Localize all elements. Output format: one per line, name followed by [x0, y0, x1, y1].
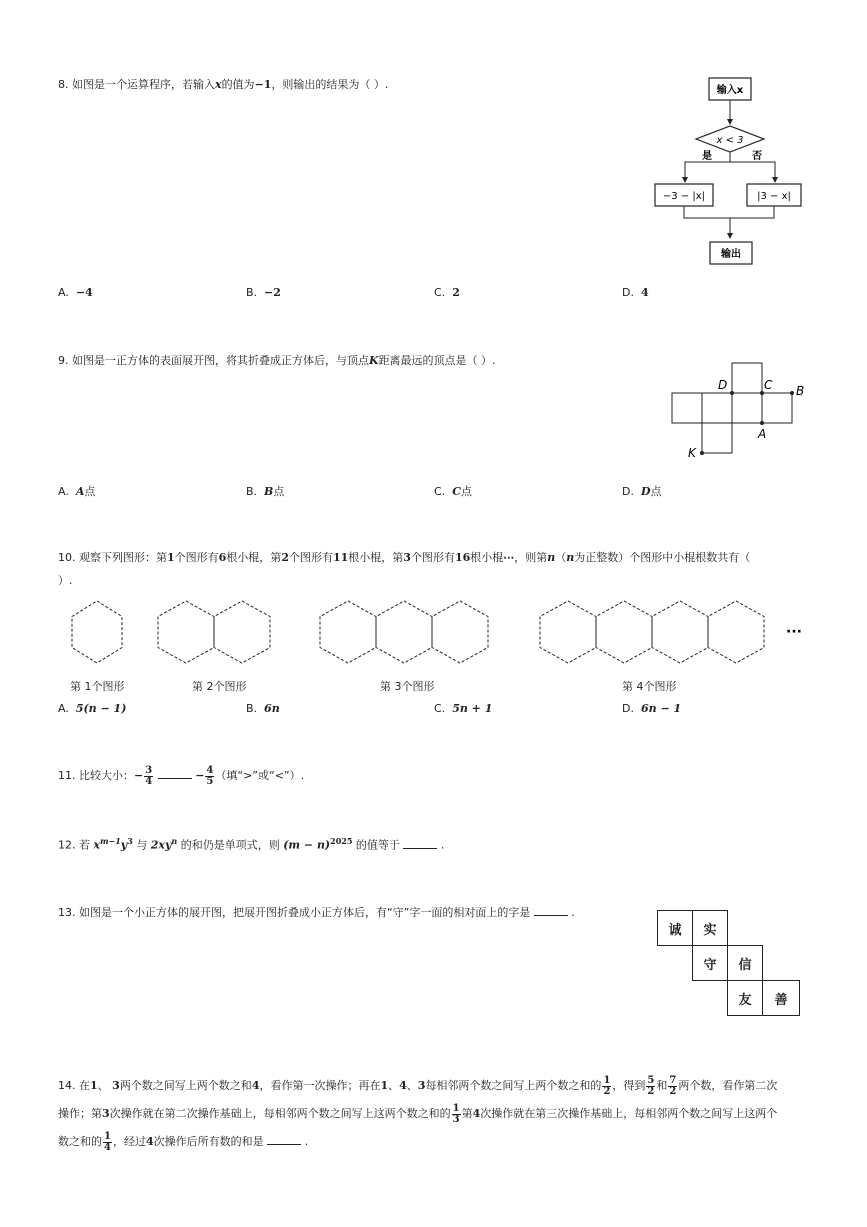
- net-cell-shou: [692, 945, 728, 981]
- net-square: [732, 393, 762, 423]
- frac-den: 2: [603, 1085, 611, 1097]
- q10-text: 为正整数）个图形中小棍根数共有（: [574, 551, 751, 564]
- q14-num: 3: [112, 1079, 120, 1092]
- hexagon-stick-shape: [214, 601, 270, 663]
- q14-num: 4: [472, 1107, 481, 1120]
- hexagon-stick-shape: [652, 601, 708, 663]
- net-cell-text: 守: [703, 957, 717, 973]
- q13-text: 13. 如图是一个小正方体的展开图，把展开图折叠成小正方体后，有“守”字一面的相对面上的字是: [58, 906, 531, 919]
- q10-ellipsis: ···: [786, 624, 802, 640]
- q11-text: 11. 比较大小：: [58, 769, 134, 782]
- frac-num: 5: [647, 1074, 655, 1086]
- q14-line3: [58, 1130, 308, 1154]
- net-cell-cheng: [657, 910, 693, 946]
- option-var: B: [264, 485, 274, 498]
- flow-output-label: 输出: [721, 249, 741, 260]
- option-value: 6n: [264, 702, 280, 715]
- q9-option-b[interactable]: [246, 483, 284, 499]
- frac-num: 1: [104, 1130, 111, 1142]
- q13-text: .: [571, 906, 575, 919]
- q10-num: 11: [332, 551, 349, 564]
- q14-num: 4: [399, 1079, 407, 1092]
- q10-var-n: n: [547, 551, 556, 564]
- q12-term: x: [93, 838, 101, 852]
- frac-den: 2: [669, 1085, 677, 1097]
- frac-sign: −: [195, 769, 205, 782]
- q14-text: 操作；第: [58, 1107, 102, 1120]
- net-square: [732, 363, 762, 393]
- q14-num: 4: [251, 1079, 260, 1092]
- q14-text: ，看作第一次操作；再在: [259, 1079, 381, 1092]
- option-value: 5n + 1: [452, 702, 493, 715]
- q10-num: 2: [281, 551, 289, 564]
- q14-text: 、: [97, 1079, 109, 1092]
- q9-var-k: K: [369, 354, 379, 367]
- vertex-b-dot: [790, 391, 794, 395]
- answer-blank[interactable]: [158, 769, 192, 779]
- q14-text: 次操作后所有数的和是: [153, 1135, 264, 1148]
- q9-stem: [58, 352, 496, 368]
- q12-text: 的和仍是单项式，则: [180, 838, 280, 852]
- flow-condition: x < 3: [716, 135, 744, 146]
- q10-stem-line2: [58, 572, 73, 588]
- q8-stem-text: 8. 如图是一个运算程序，若输入: [58, 78, 215, 91]
- q12-exponent: 3: [127, 836, 133, 846]
- flow-right-expr: |3 − x|: [757, 191, 791, 202]
- option-letter: C.: [434, 702, 446, 715]
- caption-text: 第 3个图形: [380, 680, 435, 693]
- option-letter: B.: [246, 286, 258, 299]
- q14-text: 、: [406, 1079, 418, 1092]
- fraction-1-3: [452, 1104, 461, 1125]
- answer-blank[interactable]: [403, 839, 437, 849]
- vertex-d-label: D: [718, 378, 728, 392]
- frac-den: 4: [145, 775, 153, 787]
- hexagon-stick-shape: [320, 601, 376, 663]
- net-square: [672, 393, 702, 423]
- q14-text: 第: [461, 1107, 473, 1120]
- net-square: [702, 393, 732, 423]
- option-letter: B.: [246, 485, 258, 498]
- q10-caption-2: [192, 678, 247, 694]
- net-cell-shan: [762, 980, 800, 1016]
- hexagon-stick-shape: [540, 601, 596, 663]
- q12-stem: [58, 836, 444, 853]
- q9-option-a[interactable]: [58, 483, 95, 499]
- q14-num: 3: [417, 1079, 426, 1092]
- option-letter: D.: [622, 286, 634, 299]
- q9-cube-net: [668, 360, 818, 464]
- q10-caption-4: [622, 678, 677, 694]
- q9-option-c[interactable]: [434, 483, 472, 499]
- fraction-3-4: [144, 766, 153, 787]
- q8-option-b[interactable]: [246, 286, 281, 299]
- q8-flowchart: [645, 74, 815, 270]
- option-value: 6n − 1: [640, 702, 682, 715]
- q14-num: 1: [90, 1079, 98, 1092]
- q14-text: .: [304, 1135, 309, 1148]
- q10-num: 16: [454, 551, 471, 564]
- q14-text: 次操作就在第三次操作基础上，每相邻两个数之间写上这两个: [480, 1107, 778, 1120]
- q12-exponent: m−1: [100, 836, 121, 846]
- option-value: −4: [75, 286, 93, 299]
- q10-option-b[interactable]: [246, 702, 280, 715]
- q10-text: 个图形有: [288, 551, 333, 564]
- hexagon-stick-shape: [158, 601, 214, 663]
- caption-text: 第 2个图形: [192, 680, 247, 693]
- q10-dots: ⋯: [503, 551, 515, 564]
- net-square: [762, 393, 792, 423]
- frac-den: 4: [104, 1141, 111, 1153]
- option-value: 4: [640, 286, 649, 299]
- q14-text: ，得到: [612, 1079, 646, 1092]
- q8-option-d[interactable]: [622, 286, 649, 299]
- frac-num: 1: [452, 1102, 460, 1114]
- option-letter: C.: [434, 485, 446, 498]
- q14-text: 14. 在: [58, 1079, 90, 1092]
- option-letter: D.: [622, 485, 634, 498]
- net-cell-xin: [727, 945, 763, 981]
- q12-exponent: 2025: [330, 836, 353, 846]
- q14-num: 3: [102, 1107, 110, 1120]
- q10-num: 1: [167, 551, 175, 564]
- frac-num: 3: [145, 764, 153, 776]
- net-cell-you: [727, 980, 763, 1016]
- frac-den: 2: [647, 1085, 655, 1097]
- hexagon-stick-shape: [432, 601, 488, 663]
- net-cell-text: 善: [774, 992, 788, 1008]
- q14-text: 两个数，看作第二次: [678, 1079, 778, 1092]
- q10-option-c[interactable]: [434, 702, 492, 715]
- fraction-1-4: [103, 1132, 112, 1153]
- answer-blank[interactable]: [534, 906, 568, 916]
- option-letter: B.: [246, 702, 258, 715]
- net-cell-text: 诚: [668, 922, 682, 938]
- q10-hexagon-figures: [60, 596, 820, 670]
- net-square: [702, 423, 732, 453]
- q12-exponent: n: [171, 836, 178, 846]
- q9-option-d[interactable]: [622, 483, 662, 499]
- option-value: 2: [452, 286, 460, 299]
- option-letter: A.: [58, 702, 69, 715]
- q14-text: 两个数之间写上两个数之和: [119, 1079, 252, 1092]
- q10-stem-line1: [58, 549, 750, 565]
- option-suffix: 点: [84, 485, 96, 498]
- option-letter: A.: [58, 485, 69, 498]
- q10-text: 个图形有: [410, 551, 455, 564]
- flow-yes-label: 是: [702, 151, 712, 162]
- hexagon-stick-shape: [72, 601, 122, 663]
- q10-var-n: n: [566, 551, 575, 564]
- q12-expr: (m − n): [283, 838, 331, 852]
- hexagon-stick-shape: [708, 601, 764, 663]
- q8-stem: [58, 76, 388, 92]
- option-var: D: [640, 485, 651, 498]
- fraction-7-2: [668, 1076, 677, 1097]
- q14-num: 4: [145, 1135, 154, 1148]
- q10-num: 3: [403, 551, 411, 564]
- option-suffix: 点: [273, 485, 285, 498]
- answer-blank[interactable]: [267, 1135, 301, 1145]
- option-letter: C.: [434, 286, 446, 299]
- q8-option-a[interactable]: [58, 286, 93, 299]
- fraction-5-2: [646, 1076, 655, 1097]
- net-cell-text: 信: [738, 957, 752, 973]
- q10-text: 10. 观察下列图形：第: [58, 551, 167, 564]
- flow-input-label: 输入x: [716, 85, 744, 96]
- q12-text: 与: [136, 838, 148, 852]
- q11-text: （填“>”或“<”）.: [215, 769, 305, 782]
- vertex-c-label: C: [764, 378, 773, 392]
- vertex-d-dot: [730, 391, 734, 395]
- vertex-k-label: K: [688, 446, 696, 460]
- frac-den: 5: [206, 775, 214, 787]
- q8-stem-text: ，则输出的结果为（ ）.: [271, 78, 389, 91]
- option-suffix: 点: [460, 485, 472, 498]
- q10-text: ，则第: [514, 551, 548, 564]
- option-value: 5(n − 1): [75, 702, 127, 715]
- vertex-a-label: A: [758, 427, 767, 441]
- q10-text: （: [555, 551, 567, 564]
- caption-text: 第 1个图形: [70, 680, 125, 693]
- caption-text: 第 4个图形: [622, 680, 677, 693]
- option-suffix: 点: [650, 485, 662, 498]
- hexagon-stick-shape: [376, 601, 432, 663]
- q14-line1: [58, 1074, 777, 1098]
- q12-text: .: [440, 838, 445, 852]
- q9-stem-text: 9. 如图是一正方体的表面展开图，将其折叠成正方体后，与顶点: [58, 354, 369, 367]
- option-value: −2: [264, 286, 281, 299]
- frac-sign: −: [134, 769, 144, 782]
- q10-caption-1: [70, 678, 125, 694]
- q14-line2: [58, 1102, 777, 1126]
- option-var: C: [452, 485, 461, 498]
- q14-text: ，经过: [112, 1135, 146, 1148]
- q14-text: 数之和的: [58, 1135, 102, 1148]
- q8-stem-text: 的值为: [221, 78, 255, 91]
- q10-option-d[interactable]: [622, 702, 681, 715]
- q10-num: 6: [218, 551, 227, 564]
- option-var: A: [75, 485, 85, 498]
- q8-option-c[interactable]: [434, 286, 460, 299]
- q12-term: y: [120, 838, 128, 852]
- q12-text: 12. 若: [58, 838, 90, 852]
- frac-num: 1: [603, 1074, 611, 1086]
- fraction-1-2: [602, 1076, 611, 1097]
- q8-input-value: −1: [254, 78, 272, 91]
- q11-stem: [58, 762, 304, 790]
- option-letter: D.: [622, 702, 634, 715]
- q10-text: ）.: [58, 574, 73, 587]
- q10-text: 根小棍，第: [226, 551, 282, 564]
- flow-left-expr: −3 − |x|: [662, 191, 706, 202]
- q14-text: 、: [388, 1079, 400, 1092]
- flow-no-label: 否: [752, 151, 762, 162]
- q12-text: 的值等于: [355, 838, 400, 852]
- q10-text: 根小棍: [470, 551, 504, 564]
- q8-var-x: x: [215, 78, 222, 91]
- q10-text: 个图形有: [174, 551, 219, 564]
- fraction-4-5: [205, 766, 214, 787]
- frac-num: 7: [669, 1074, 677, 1086]
- q13-stem: [58, 904, 575, 920]
- net-cell-text: 友: [738, 992, 752, 1008]
- option-letter: A.: [58, 286, 69, 299]
- vertex-k-dot: [700, 451, 704, 455]
- frac-num: 4: [206, 764, 214, 776]
- q10-option-a[interactable]: [58, 702, 126, 715]
- q12-term: 2xy: [150, 838, 172, 852]
- net-cell-text: 实: [703, 922, 717, 938]
- q14-text: 次操作就在第二次操作基础上，每相邻两个数之间写上这两个数之和的: [109, 1107, 451, 1120]
- vertex-a-dot: [760, 421, 764, 425]
- q10-caption-3: [380, 678, 435, 694]
- frac-den: 3: [452, 1113, 460, 1125]
- q14-num: 1: [380, 1079, 389, 1092]
- q9-stem-text: 距离最远的顶点是（ ）.: [378, 354, 496, 367]
- q10-text: 根小棍，第: [348, 551, 404, 564]
- hexagon-stick-shape: [596, 601, 652, 663]
- q14-text: 每相邻两个数之间写上两个数之和的: [425, 1079, 602, 1092]
- q14-text: 和: [656, 1079, 668, 1092]
- net-cell-shi: [692, 910, 728, 946]
- vertex-b-label: B: [796, 384, 805, 398]
